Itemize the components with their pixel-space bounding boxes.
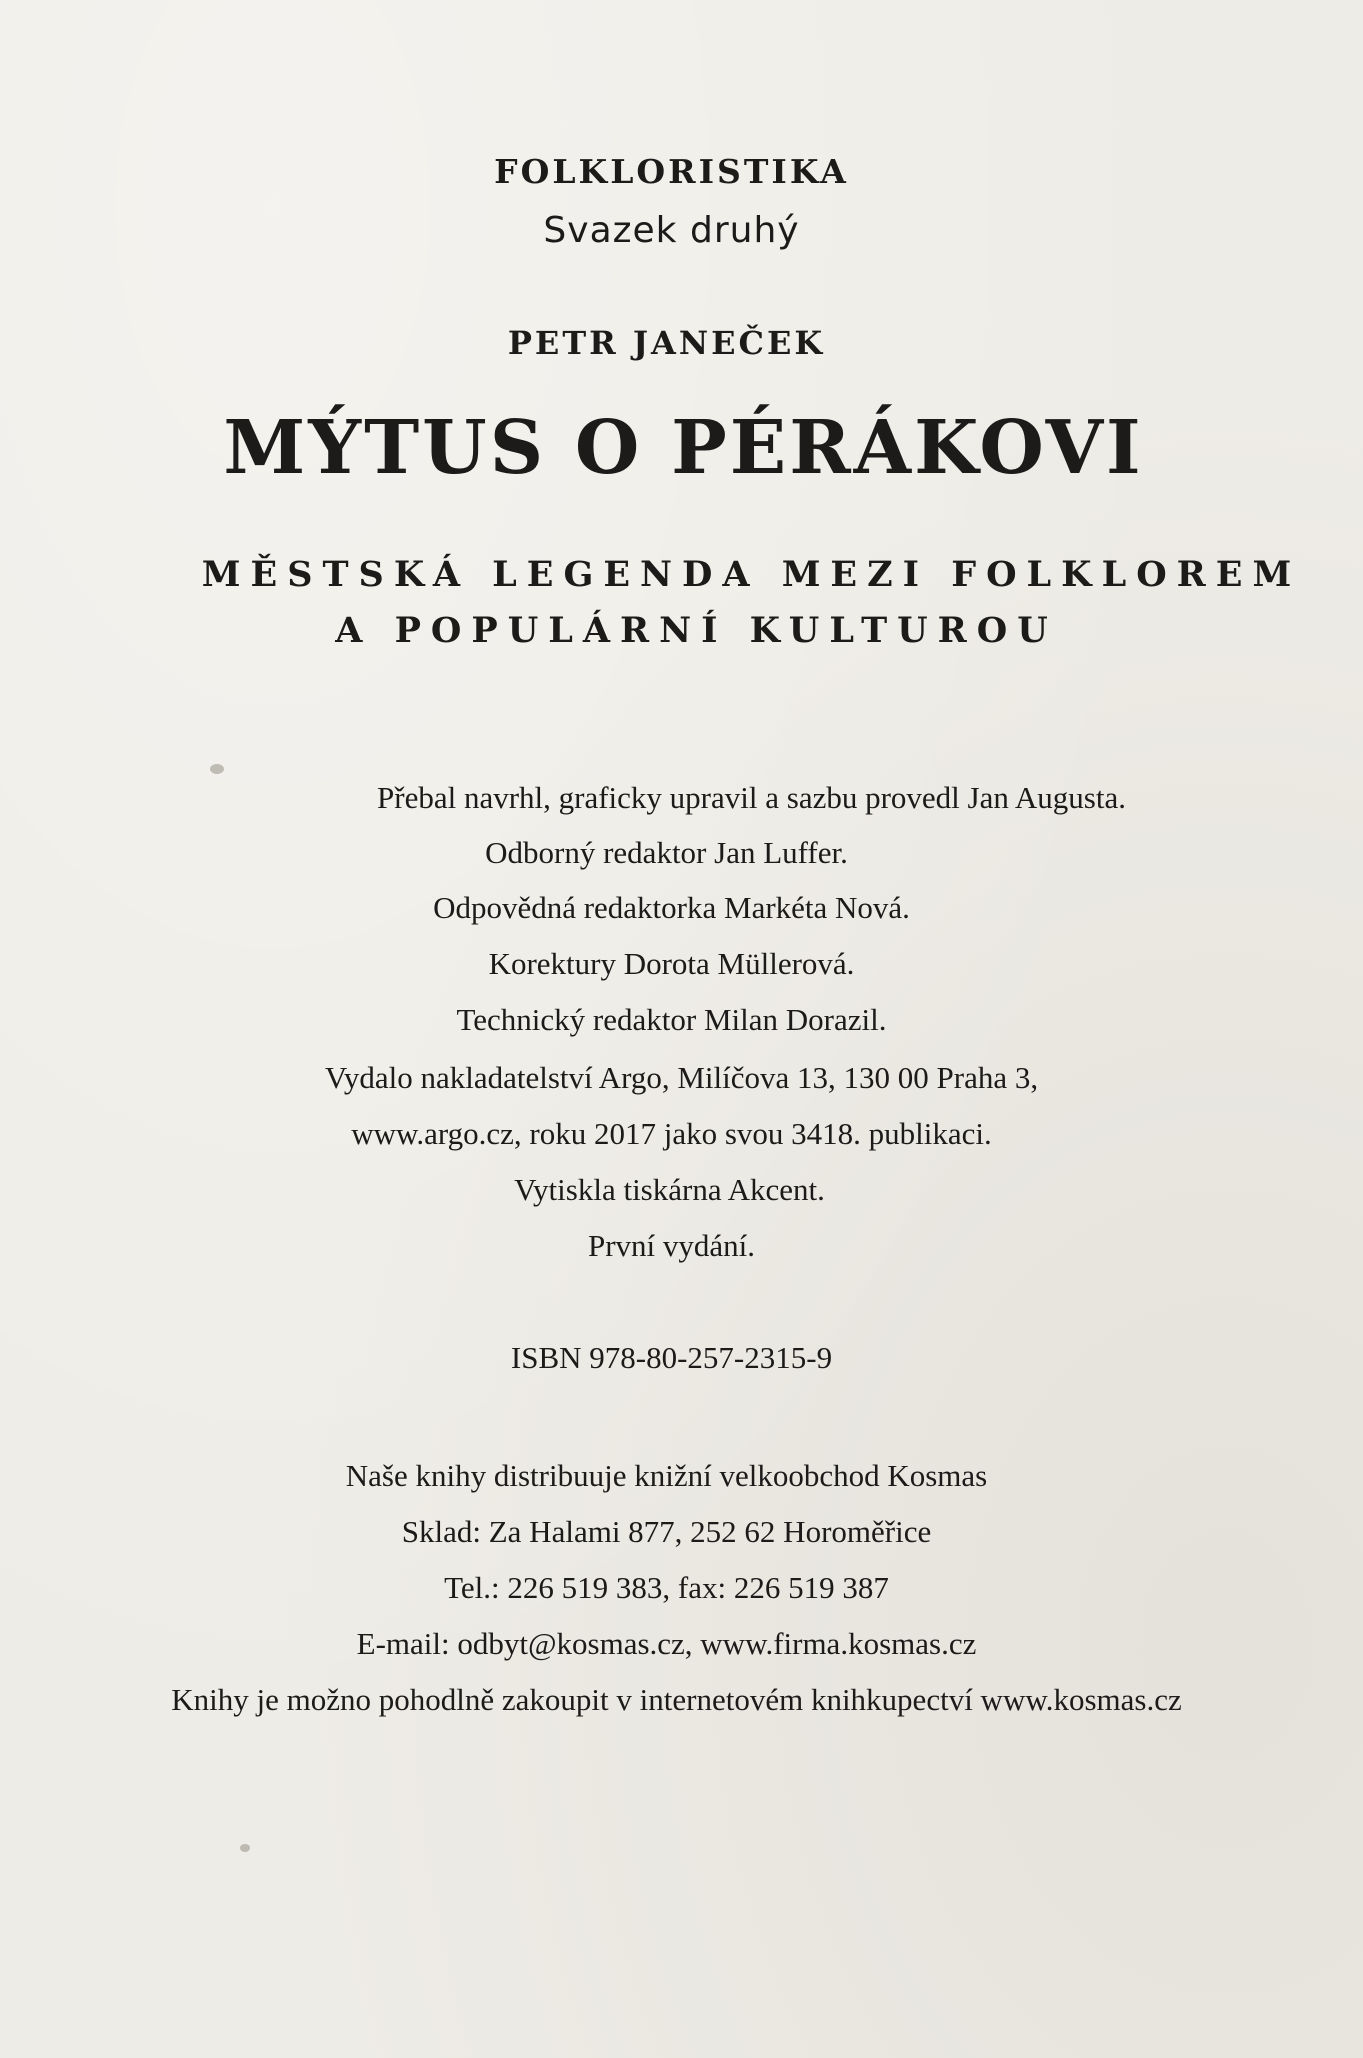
credit-line: Přebal navrhl, graficky upravil a sazbu provedl Jan Augusta. [377, 780, 1126, 815]
distribution-line: Tel.: 226 519 383, fax: 226 519 387 [444, 1570, 889, 1605]
distribution-line: Sklad: Za Halami 877, 252 62 Horoměřice [401, 1514, 932, 1549]
paper-speck [240, 1844, 250, 1852]
credit-line: Odpovědná redaktorka Markéta Nová. [433, 890, 910, 925]
author-name: PETR JANEČEK [507, 324, 826, 362]
subtitle-line-1: MĚSTSKÁ LEGENDA MEZI FOLKLOREM [201, 554, 1302, 595]
credit-line: www.argo.cz, roku 2017 jako svou 3418. publikaci. [351, 1116, 992, 1151]
distribution-line: Knihy je možno pohodlně zakoupit v internetovém knihkupectví www.kosmas.cz [171, 1682, 1182, 1717]
subtitle-line-2: A POPULÁRNÍ KULTUROU [335, 610, 1058, 651]
isbn: ISBN 978-80-257-2315-9 [510, 1340, 833, 1375]
distribution-line: Naše knihy distribuuje knižní velkoobchod Kosmas [345, 1458, 988, 1493]
paper-speck [210, 764, 224, 774]
series-name: FOLKLORISTIKA [494, 152, 849, 191]
credit-line: Korektury Dorota Müllerová. [488, 946, 855, 981]
distribution-line: E-mail: odbyt@kosmas.cz, www.firma.kosmas.cz [356, 1626, 977, 1661]
credit-line: Technický redaktor Milan Dorazil. [456, 1002, 887, 1037]
book-title: MÝTUS O PÉRÁKOVI [223, 405, 1144, 491]
credit-line: První vydání. [587, 1228, 756, 1263]
credit-line: Odborný redaktor Jan Luffer. [485, 835, 848, 870]
credit-line: Vytiskla tiskárna Akcent. [514, 1172, 825, 1207]
credit-line: Vydalo nakladatelství Argo, Milíčova 13, 130 00 Praha 3, [324, 1060, 1039, 1095]
volume-label: Svazek druhý [543, 210, 800, 251]
